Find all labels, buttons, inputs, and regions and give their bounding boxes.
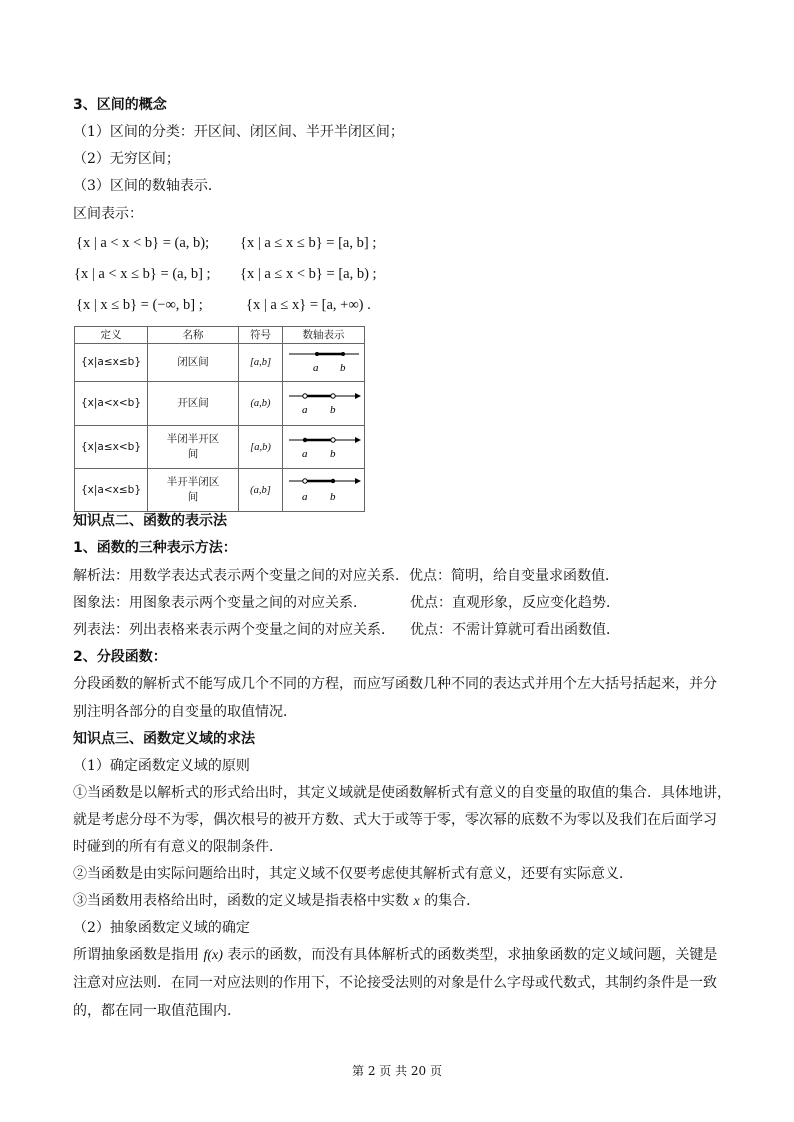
interval-table <box>74 326 365 512</box>
axis-label-b: b <box>330 491 336 503</box>
axis-label-a: a <box>302 448 308 460</box>
row-axis <box>283 382 365 426</box>
piecewise-text-1: 分段函数的解析式不能写成几个不同的方程，而应写函数几种不同的表达式并用个左大括号括起来，并分 <box>73 676 717 692</box>
row-axis <box>283 469 365 512</box>
kp2-sub2: 2、分段函数： <box>73 649 167 665</box>
section3-title: 3、区间的概念 <box>73 97 167 113</box>
method-table: 列表法：列出表格来表示两个变量之间的对应关系． <box>73 622 395 638</box>
axis-label-a: a <box>302 491 308 503</box>
header-cell: 定义 <box>75 327 148 344</box>
abstract-line1 <box>73 945 717 966</box>
row-symbol: [a,b) <box>239 426 283 469</box>
rule1-line3: 时碰到的所有有意义的限制条件． <box>73 839 283 855</box>
axis-label-b: b <box>340 362 346 374</box>
header-cell: 数轴表示 <box>283 327 365 344</box>
row-def: {x|a≤x<b} <box>75 426 148 469</box>
abstract-line2: 注意对应法则．在同一对应法则的作用下，不论接受法则的对象是什么字母或代数式，其制约条件是一致 <box>73 975 717 991</box>
method-analytic: 解析法：用数学表达式表示两个变量之间的对应关系．优点：简明，给自变量求函数值． <box>73 568 619 584</box>
row-symbol: (a,b] <box>239 469 283 512</box>
kp2-title: 知识点二、函数的表示法 <box>73 513 227 529</box>
formula-half-open-right: {x | a < x ≤ b} = (a, b] ; <box>74 266 211 282</box>
row-symbol: (a,b) <box>239 382 283 426</box>
kp3-sub2: （2）抽象函数定义域的确定 <box>73 920 250 936</box>
row-symbol: [a,b] <box>239 344 283 382</box>
rule1-line2: 就是考虑分母不为零，偶次根号的被开方数、式大于或等于零，零次幂的底数不为零以及我们在后面学习 <box>73 812 717 828</box>
axis-label-b: b <box>330 404 336 416</box>
header-cell: 符号 <box>239 327 283 344</box>
row-def: {x|a<x≤b} <box>75 469 148 512</box>
rule1-line1: ①当函数是以解析式的形式给出时，其定义域就是使函数解析式有意义的自变量的取值的集合．具体地讲， <box>73 785 731 801</box>
abstract-text-a: 所谓抽象函数是指用 <box>73 947 199 963</box>
row-name: 开区间 <box>148 382 239 426</box>
row-def: {x|a≤x≤b} <box>75 344 148 382</box>
rule3-text-b: 的集合． <box>424 893 481 909</box>
formula-pos-inf: {x | a ≤ x} = [a, +∞) . <box>246 297 371 313</box>
row-name: 闭区间 <box>148 344 239 382</box>
axis-label-a: a <box>313 362 319 374</box>
method-graph: 图象法：用图象表示两个变量之间的对应关系． <box>73 595 367 611</box>
abstract-line3: 的，都在同一取值范围内． <box>73 1003 241 1019</box>
kp2-sub1: 1、函数的三种表示方法： <box>73 540 237 556</box>
rule3 <box>73 891 480 912</box>
rule3-text-a: ③当函数用表格给出时，函数的定义域是指表格中实数 <box>73 893 409 909</box>
kp3-title: 知识点三、函数定义域的求法 <box>73 731 255 747</box>
piecewise-text-2: 别注明各部分的自变量的取值情况． <box>73 704 297 720</box>
number-line-open <box>283 382 364 421</box>
axis-label-a: a <box>302 404 308 416</box>
number-line-half-open <box>283 469 364 507</box>
section3-item1: （1）区间的分类：开区间、闭区间、半开半闭区间； <box>73 124 404 140</box>
row-axis <box>283 344 365 382</box>
row-name: 半闭半开区间 <box>148 426 239 469</box>
row-name: 半开半闭区间 <box>148 469 239 512</box>
interval-notation-label: 区间表示： <box>73 206 143 222</box>
number-line-closed <box>283 344 364 377</box>
page-footer: 第 2 页 共 20 页 <box>352 1064 442 1078</box>
formula-half-open-left: {x | a ≤ x < b} = [a, b) ; <box>240 266 377 282</box>
method-table-advantage: 优点：不需计算就可看出函数值． <box>410 622 620 638</box>
abstract-fx: f(x) <box>203 948 223 963</box>
kp3-sub1: （1）确定函数定义域的原则 <box>73 758 250 774</box>
section3-item2: （2）无穷区间； <box>73 151 180 167</box>
header-cell: 名称 <box>148 327 239 344</box>
number-line-half-closed <box>283 426 364 464</box>
section3-item3: （3）区间的数轴表示． <box>73 178 222 194</box>
row-def: {x|a<x<b} <box>75 382 148 426</box>
abstract-text-b: 表示的函数，而没有具体解析式的函数类型，求抽象函数的定义域问题，关键是 <box>227 947 718 963</box>
formula-open: {x | a < x < b} = (a, b); <box>76 235 210 251</box>
formula-neg-inf: {x | x ≤ b} = (−∞, b] ; <box>76 297 203 313</box>
axis-label-b: b <box>330 448 336 460</box>
method-graph-advantage: 优点：直观形象，反应变化趋势． <box>410 595 620 611</box>
formula-closed: {x | a ≤ x ≤ b} = [a, b] ; <box>240 235 377 251</box>
rule3-var: x <box>413 894 420 909</box>
rule2: ②当函数是由实际问题给出时，其定义域不仅要考虑使其解析式有意义，还要有实际意义． <box>73 866 633 882</box>
row-axis <box>283 426 365 469</box>
